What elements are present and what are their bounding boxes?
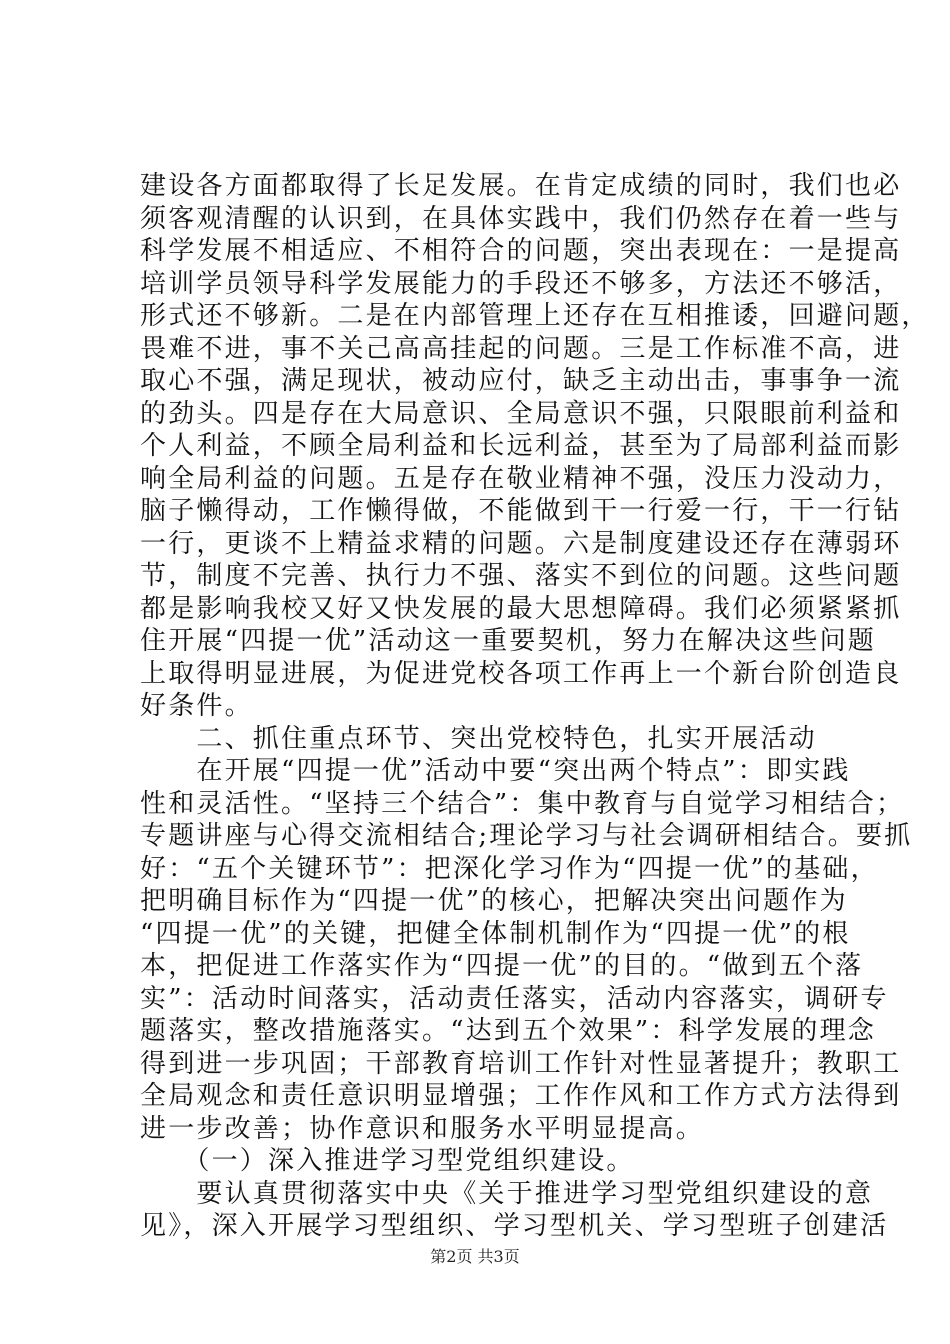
text-line: 二、抓住重点环节、突出党校特色，扎实开展活动 [140,723,817,754]
text-line: 节，制度不完善、执行力不强、落实不到位的问题。这些问题 [140,561,902,591]
text-line: 本，把促进工作落实作为“四提一优”的目的。“做到五个落 [140,951,864,981]
page-footer: 第2页 共3页 [430,1247,520,1266]
text-line: 实”：活动时间落实，活动责任落实，活动内容落实，调研专 [140,983,889,1014]
text-line: 取心不强，满足现状，被动应付，缺乏主动出击，事事争一流 [140,366,902,396]
text-line: 形式还不够新。二是在内部管理上还存在互相推诿，回避问题， [140,301,930,331]
text-line: （一）深入推进学习型党组织建设。 [140,1146,635,1176]
text-line: 全局观念和责任意识明显增强；工作作风和工作方式方法得到 [140,1081,902,1111]
text-line: 畏难不进，事不关己高高挂起的问题。三是工作标准不高，进 [140,333,902,364]
text-line: 脑子懒得动，工作懒得做，不能做到干一行爱一行，干一行钻 [140,496,902,526]
text-line: 好条件。 [140,691,253,721]
text-line: 在开展“四提一优”活动中要“突出两个特点”：即实践 [140,756,851,786]
text-line: 把明确目标作为“四提一优”的核心，把解决突出问题作为 [140,886,848,916]
text-line: 的劲头。四是存在大局意识、全局意识不强，只限眼前利益和 [140,398,902,429]
text-line: 一行，更谈不上精益求精的问题。六是制度建设还存在薄弱环 [140,528,902,559]
text-line: 要认真贯彻落实中央《关于推进学习型党组织建设的意 [140,1178,874,1209]
text-line: 建设各方面都取得了长足发展。在肯定成绩的同时，我们也必 [140,171,902,201]
text-line: 性和灵活性。“坚持三个结合”：集中教育与自觉学习相结合； [140,788,905,819]
text-line: “四提一优”的关键，把健全体制机制作为“四提一优”的根 [140,918,851,949]
text-line: 见》，深入开展学习型组织、学习型机关、学习型班子创建活 [140,1211,889,1241]
text-line: 得到进一步巩固；干部教育培训工作针对性显著提升；教职工 [140,1048,902,1079]
text-line: 都是影响我校又好又快发展的最大思想障碍。我们必须紧紧抓 [140,593,902,624]
text-line: 科学发展不相适应、不相符合的问题，突出表现在：一是提高 [140,236,902,266]
text-line: 住开展“四提一优”活动这一重要契机，努力在解决这些问题 [140,626,876,656]
text-line: 培训学员领导科学发展能力的手段还不够多，方法还不够活， [140,268,902,299]
text-line: 题落实，整改措施落实。“达到五个效果”：科学发展的理念 [140,1016,876,1046]
text-line: 个人利益，不顾全局利益和长远利益，甚至为了局部利益而影 [140,431,902,461]
text-line: 好：“五个关键环节”：把深化学习作为“四提一优”的基础， [140,853,879,884]
text-line: 须客观清醒的认识到，在具体实践中，我们仍然存在着一些与 [140,203,902,234]
text-line: 专题讲座与心得交流相结合;理论学习与社会调研相结合。要抓 [140,821,913,851]
text-line: 上取得明显进展，为促进党校各项工作再上一个新台阶创造良 [140,658,902,689]
body-text [140,170,930,1243]
text-line: 响全局利益的问题。五是存在敬业精神不强，没压力没动力， [140,463,902,494]
text-line: 进一步改善；协作意识和服务水平明显提高。 [140,1113,705,1144]
